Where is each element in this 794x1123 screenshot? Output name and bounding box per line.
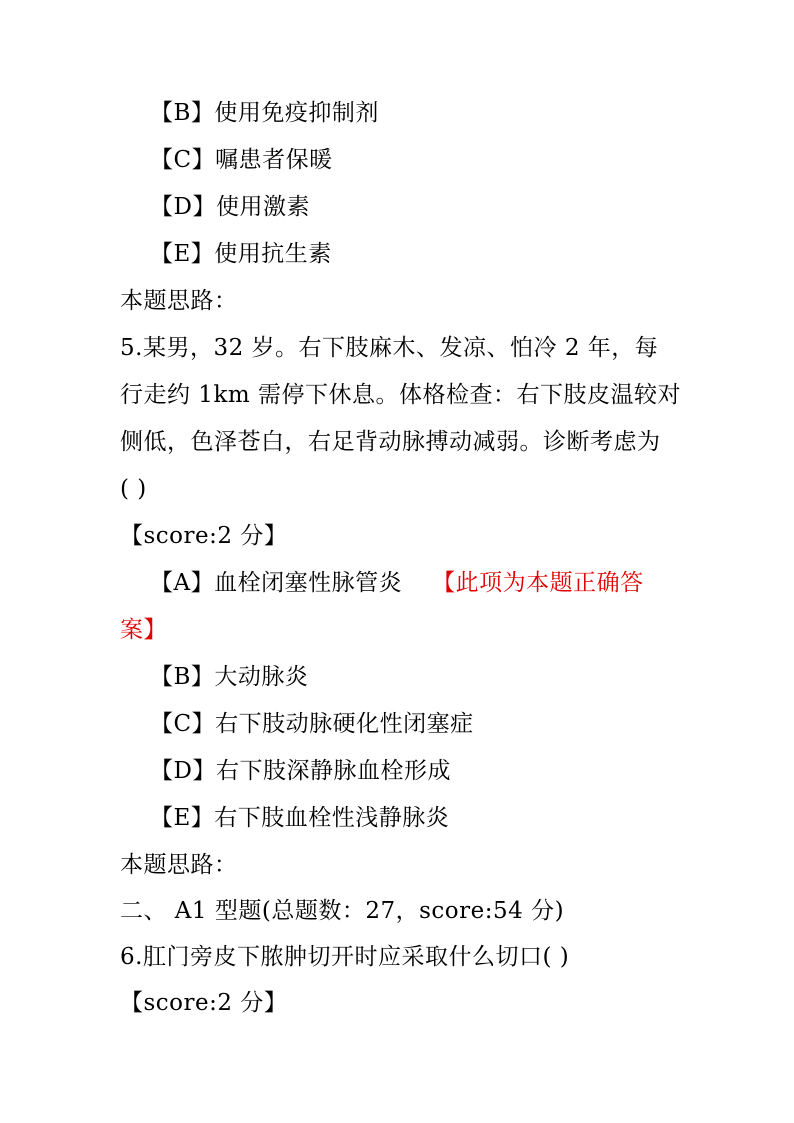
option-label: 【C】 (150, 147, 216, 173)
q5-stem-line-4: ( ) (120, 476, 147, 502)
option-text: 右下肢动脉硬化性闭塞症 (215, 711, 474, 737)
q5-score: 【score:2 分】 (120, 523, 288, 549)
correct-answer-marker: 【此项为本题正确答 (432, 570, 644, 596)
option-text: 右下肢血栓性浅静脉炎 (214, 805, 450, 831)
correct-answer-marker-continued: 案】 (120, 617, 167, 643)
option-text: 右下肢深静脉血栓形成 (215, 758, 451, 784)
q5-option-d (150, 756, 451, 786)
option-text: 嘱患者保暖 (215, 147, 333, 173)
q5-option-e (150, 803, 449, 833)
q6-stem: 6.肛门旁皮下脓肿切开时应采取什么切口( ) (120, 944, 570, 970)
section-heading: 二、 A1 型题(总题数：27，score:54 分) (120, 898, 565, 924)
q5-option-a (150, 568, 644, 598)
option-label: 【E】 (150, 805, 215, 831)
option-label: 【E】 (150, 241, 215, 267)
q4-option-e (150, 239, 332, 269)
q5-stem-line-3: 侧低，色泽苍白，右足背动脉搏动减弱。诊断考虑为 (120, 429, 661, 455)
q5-option-b (150, 662, 308, 692)
option-label: 【B】 (150, 100, 215, 126)
option-label: 【D】 (150, 194, 216, 220)
q5-stem-line-2: 行走约 1km 需停下休息。体格检查：右下肢皮温较对 (120, 382, 682, 408)
option-text: 使用免疫抑制剂 (214, 100, 379, 126)
option-label: 【B】 (150, 664, 215, 690)
q5-analysis: 本题思路： (120, 852, 238, 878)
q4-analysis: 本题思路： (120, 288, 238, 314)
q4-option-b (150, 98, 379, 128)
q4-option-d (150, 192, 310, 222)
q6-score: 【score:2 分】 (120, 990, 288, 1016)
option-text: 使用抗生素 (214, 241, 332, 267)
q4-option-c (150, 145, 333, 175)
option-label: 【A】 (150, 570, 215, 596)
option-text: 使用激素 (215, 194, 310, 220)
option-text: 血栓闭塞性脉管炎 (214, 570, 403, 596)
option-label: 【D】 (150, 758, 216, 784)
option-label: 【C】 (150, 711, 216, 737)
q5-stem-line-1: 5.某男，32 岁。右下肢麻木、发凉、怕冷 2 年，每 (120, 335, 659, 361)
option-text: 大动脉炎 (214, 664, 309, 690)
q5-option-c (150, 709, 474, 739)
